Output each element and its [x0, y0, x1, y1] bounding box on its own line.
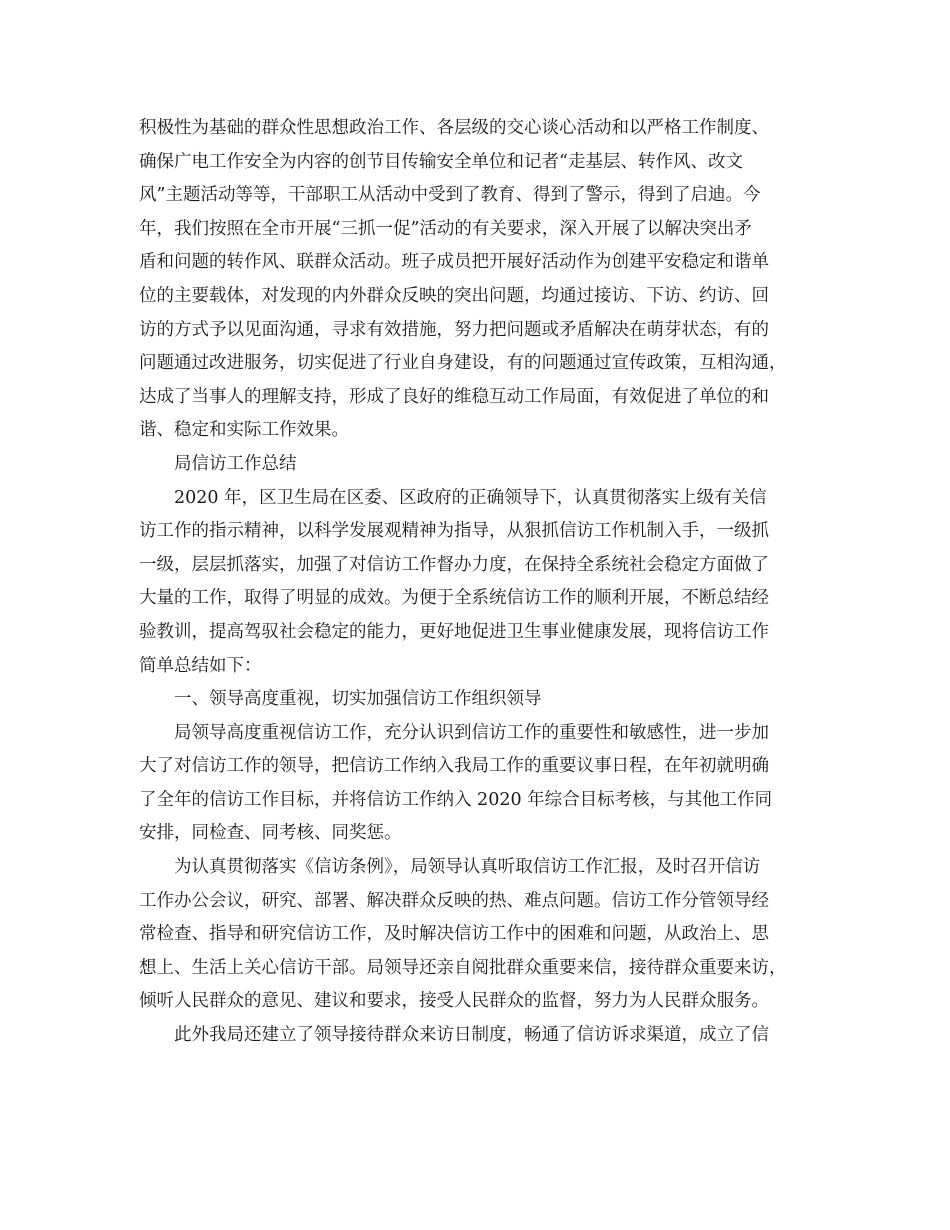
text-line: 大量的工作，取得了明显的成效。为便于全系统信访工作的顺利开展，不断总结经 [139, 588, 769, 609]
text-line: 一、领导高度重视，切实加强信访工作组织领导 [174, 689, 542, 710]
text-line: 风”主题活动等等，干部职工从活动中受到了教育、得到了警示，得到了启迪。今 [139, 185, 761, 206]
text-line: 想上、生活上关心信访干部。局领导还亲自阅批群众重要来信，接待群众重要来访， [139, 957, 787, 978]
text-line: 位的主要载体，对发现的内外群众反映的突出问题，均通过接访、下访、约访、回 [139, 285, 769, 306]
document-body [139, 112, 839, 1053]
text-line: 达成了当事人的理解支持，形成了良好的维稳互动工作局面，有效促进了单位的和 [139, 386, 769, 407]
text-line: 问题通过改进服务，切实促进了行业自身建设，有的问题通过宣传政策，互相沟通， [139, 353, 787, 374]
text-line: 简单总结如下： [139, 655, 262, 676]
text-line: 确保广电工作安全为内容的创节目传输安全单位和记者“走基层、转作风、改文 [139, 151, 743, 172]
text-line: 验教训，提高驾驭社会稳定的能力，更好地促进卫生事业健康发展，现将信访工作 [139, 621, 769, 642]
text-line: 了全年的信访工作目标，并将信访工作纳入 2020 年综合目标考核，与其他工作同 [139, 789, 773, 810]
text-line: 局信访工作总结 [174, 453, 297, 474]
text-line: 2020 年，区卫生局在区委、区政府的正确领导下，认真贯彻落实上级有关信 [174, 487, 767, 508]
text-line: 为认真贯彻落实《信访条例》，局领导认真听取信访工作汇报，及时召开信访 [174, 857, 761, 878]
text-line: 访的方式予以见面沟通，寻求有效措施，努力把问题或矛盾解决在萌芽状态，有的 [139, 319, 769, 340]
text-line: 局领导高度重视信访工作，充分认识到信访工作的重要性和敏感性，进一步加 [174, 722, 769, 743]
text-line: 一级，层层抓落实，加强了对信访工作督办力度，在保持全系统社会稳定方面做了 [139, 554, 769, 575]
text-line: 工作办公会议，研究、部署、解决群众反映的热、难点问题。信访工作分管领导经 [139, 890, 769, 911]
text-line: 此外我局还建立了领导接待群众来访日制度，畅通了信访诉求渠道，成立了信 [174, 1025, 769, 1046]
text-line: 常检查、指导和研究信访工作，及时解决信访工作中的困难和问题，从政治上、思 [139, 924, 769, 945]
text-line: 谐、稳定和实际工作效果。 [139, 420, 349, 441]
text-line: 访工作的指示精神，以科学发展观精神为指导，从狠抓信访工作机制入手，一级抓 [139, 521, 769, 542]
text-line: 大了对信访工作的领导，把信访工作纳入我局工作的重要议事日程，在年初就明确 [139, 756, 769, 777]
text-line: 盾和问题的转作风、联群众活动。班子成员把开展好活动作为创建平安稳定和谐单 [139, 252, 769, 273]
text-line: 积极性为基础的群众性思想政治工作、各层级的交心谈心活动和以严格工作制度、 [139, 118, 769, 138]
text-line: 安排，同检查、同考核、同奖惩。 [139, 823, 402, 844]
text-line: 倾听人民群众的意见、建议和要求，接受人民群众的监督，努力为人民群众服务。 [139, 991, 769, 1012]
text-line: 年，我们按照在全市开展“三抓一促”活动的有关要求，深入开展了以解决突出矛 [139, 218, 752, 239]
